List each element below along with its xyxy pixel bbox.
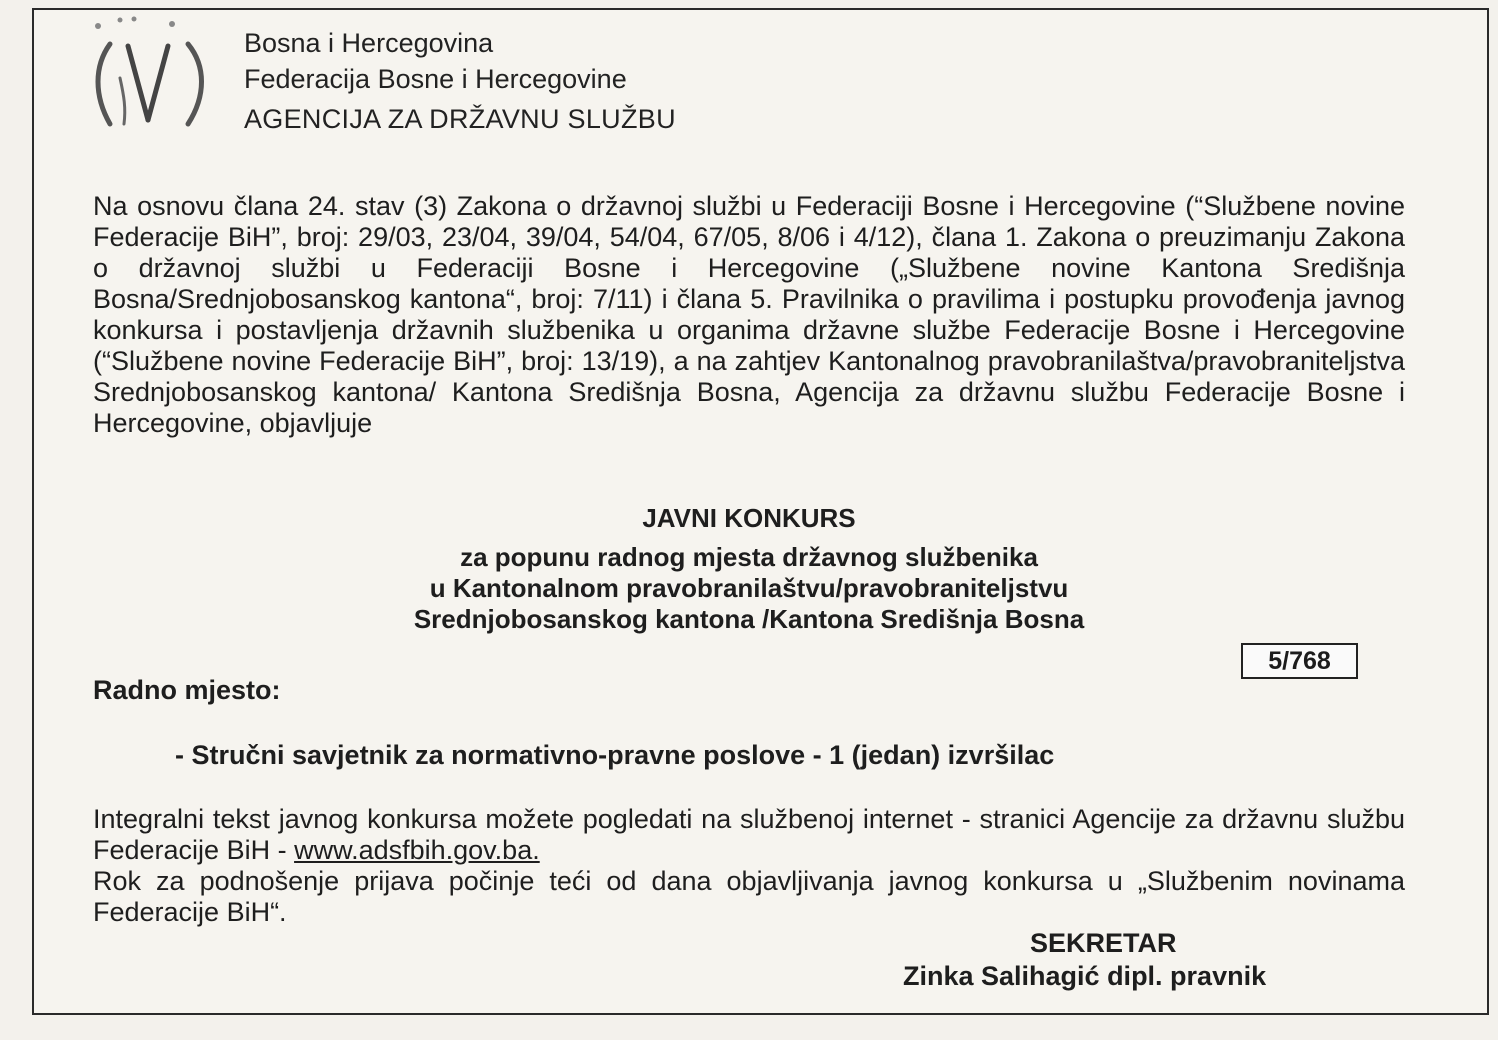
info-text: Integralni tekst javnog konkursa možete pogledati na službenoj internet - stranici Agencije za državnu službu Federacije BiH - — [93, 804, 1405, 865]
deadline-text: Rok za podnošenje prijava počinje teći od dana objavljivanja javnog konkursa u „Službenim novinama Federacije BiH“. — [93, 866, 1405, 927]
subtitle-line: Srednjobosanskog kantona /Kantona Središnja Bosna — [413, 604, 1085, 634]
subtitle-line: u Kantonalnom pravobranilaštvu/pravobraniteljstvu — [429, 573, 1069, 603]
intro-paragraph: Na osnovu člana 24. stav (3) Zakona o državnoj službi u Federaciji Bosne i Hercegovine (“Službene novine Federacije BiH”, broj: 29/03, 23/04, 39/04, 54/04, 67/05, 8/06 i 4/12), člana 1. Zakona o preuzimanju Zakona o državnoj službi u Federaciji Bosne i Hercegovine („Službene novine Kantona Središnja Bosna/Srednjobosanskog kantona“, broj: 7/11) i člana 5. Pravilnika o pravilima i postupku provođenja javnog konkursa i postavljenja državnih službenika u organima državne službe Federacije Bosne i Hercegovine (“Službene novine Federacije BiH”, broj: 13/19), a na zahtjev Kantonalnog pravobranilaštva/pravobraniteljstva Srednjobosanskog kantona/ Kantona Središnja Bosna, Agencija za državnu službu Federacije Bosne i Hercegovine, objavljuje — [93, 191, 1405, 438]
position-label: Radno mjesto: — [93, 675, 281, 705]
organization-header — [244, 25, 676, 137]
info-paragraph — [93, 804, 1405, 928]
position-title: - Stručni savjetnik za normativno-pravne poslove - 1 (jedan) izvršilac — [175, 740, 1055, 770]
notice-subtitle — [93, 542, 1405, 635]
country-name: Bosna i Hercegovina — [244, 28, 494, 58]
signature-name: Zinka Salihagić dipl. pravnik — [903, 961, 1267, 991]
signature-title: SEKRETAR — [1030, 928, 1177, 958]
agency-website-link[interactable]: www.adsfbih.gov.ba. — [294, 835, 540, 865]
notice-title: JAVNI KONKURS — [642, 503, 856, 533]
subtitle-line: za popunu radnog mjesta državnog službenika — [460, 542, 1038, 572]
entity-name: Federacija Bosne i Hercegovine — [244, 64, 627, 94]
reference-code: 5/768 — [1241, 643, 1358, 679]
agency-name: AGENCIJA ZA DRŽAVNU SLUŽBU — [244, 104, 676, 134]
agency-logo — [90, 16, 220, 136]
